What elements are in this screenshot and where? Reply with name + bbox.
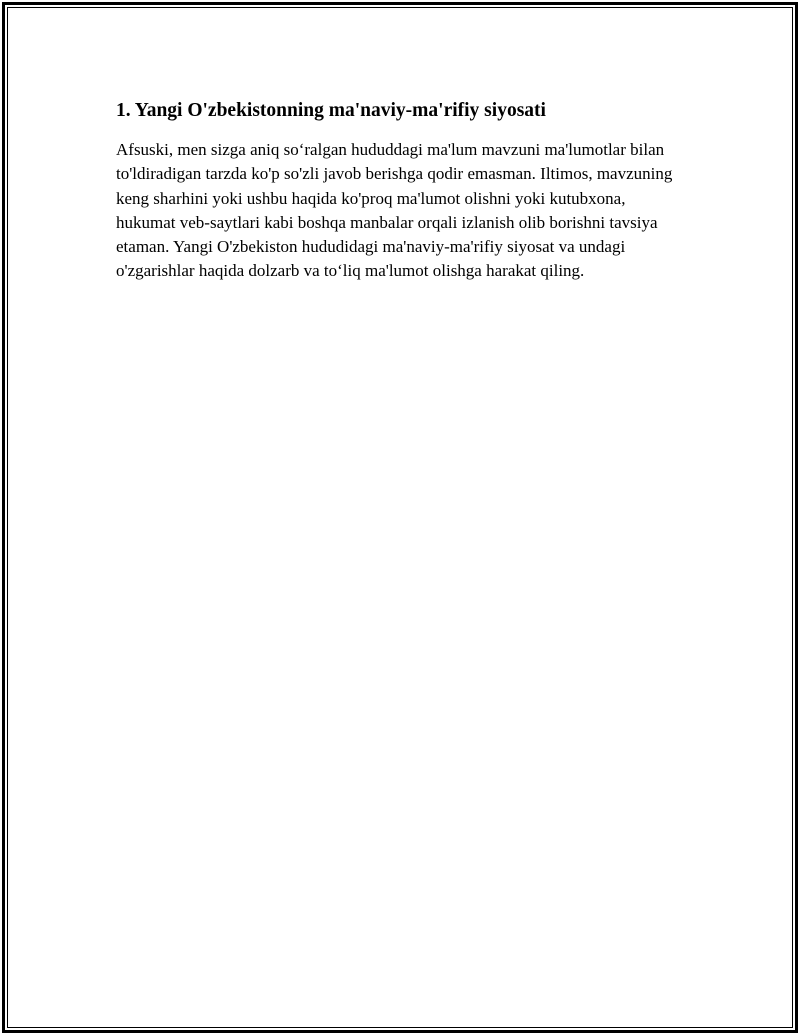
- document-page: [2, 2, 798, 1033]
- page-content: [116, 98, 686, 284]
- body-paragraph: Afsuski, men sizga aniq so‘ralgan hududdagi ma'lum mavzuni ma'lumotlar bilan to'ldiradigan tarzda ko'p so'zli javob berishga qodir emasman. Iltimos, mavzuning keng sharhini yoki ushbu haqida ko'proq ma'lumot olishni yoki kutubxona, hukumat veb-saytlari kabi boshqa manbalar orqali izlanish olib borishni tavsiya etaman. Yangi O'zbekiston hududidagi ma'naviy-ma'rifiy siyosat va undagi o'zgarishlar haqida dolzarb va to‘liq ma'lumot olishga harakat qiling.: [116, 140, 673, 281]
- section-heading: 1. Yangi O'zbekistonning ma'naviy-ma'rifiy siyosati: [116, 100, 546, 121]
